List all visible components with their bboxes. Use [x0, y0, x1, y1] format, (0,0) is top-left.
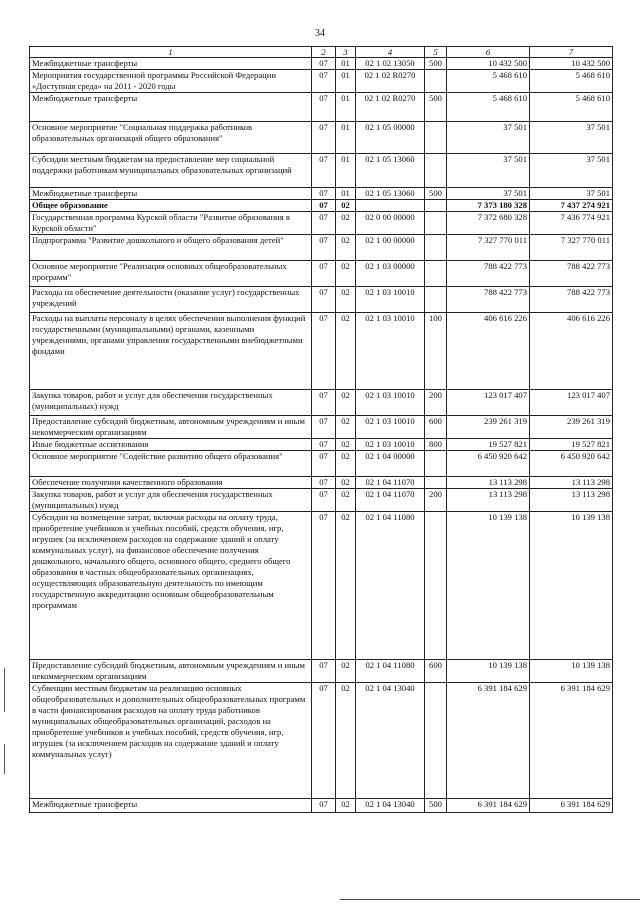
row-subsection: 01 [336, 154, 356, 188]
row-section: 07 [312, 212, 336, 235]
row-expense-type: 500 [425, 188, 447, 200]
row-amount-year1: 10 139 138 [447, 512, 530, 660]
row-amount-year1: 13 113 298 [447, 477, 530, 489]
row-subsection: 02 [336, 660, 356, 683]
row-expense-type: 100 [425, 313, 447, 390]
row-section: 07 [312, 200, 336, 212]
table-row [30, 154, 613, 188]
column-header: 5 [425, 47, 447, 58]
row-amount-year2: 13 113 298 [530, 477, 613, 489]
row-name: Предоставление субсидий бюджетным, автономным учреждениям и иным некоммерческим организациям [30, 660, 312, 683]
row-amount-year2: 6 391 184 629 [530, 799, 613, 813]
row-target-code: 02 1 02 13050 [356, 58, 425, 70]
table-row [30, 235, 613, 261]
row-expense-type [425, 683, 447, 799]
row-amount-year2: 7 327 770 011 [530, 235, 613, 261]
row-section: 07 [312, 122, 336, 154]
row-section: 07 [312, 58, 336, 70]
table-row [30, 489, 613, 512]
table-row [30, 683, 613, 799]
row-section: 07 [312, 512, 336, 660]
header-row [30, 47, 613, 58]
row-expense-type [425, 212, 447, 235]
row-expense-type: 500 [425, 93, 447, 122]
row-target-code: 02 0 00 00000 [356, 212, 425, 235]
row-name: Субсидии местным бюджетам на предоставление мер социальной поддержки работникам муниципальных образовательных организаций [30, 154, 312, 188]
row-subsection: 02 [336, 477, 356, 489]
row-amount-year1: 7 327 770 011 [447, 235, 530, 261]
row-target-code: 02 1 03 00000 [356, 261, 425, 287]
row-name: Расходы на выплаты персоналу в целях обеспечения выполнения функций государственными (муниципальными) органами, казенными учреждениями, органами управления государственными внебюджетными фондами [30, 313, 312, 390]
row-section: 07 [312, 416, 336, 439]
row-target-code: 02 1 04 00000 [356, 451, 425, 477]
row-amount-year2: 5 468 610 [530, 93, 613, 122]
row-subsection: 02 [336, 313, 356, 390]
row-amount-year2: 788 422 773 [530, 287, 613, 313]
row-subsection: 01 [336, 93, 356, 122]
row-name: Межбюджетные трансферты [30, 799, 312, 813]
row-amount-year1: 10 139 138 [447, 660, 530, 683]
row-expense-type [425, 512, 447, 660]
row-name: Основное мероприятие "Реализация основных общеобразовательных программ" [30, 261, 312, 287]
row-target-code: 02 1 05 13060 [356, 154, 425, 188]
row-amount-year2: 10 432 500 [530, 58, 613, 70]
row-target-code: 02 1 00 00000 [356, 235, 425, 261]
row-expense-type [425, 477, 447, 489]
row-subsection: 02 [336, 451, 356, 477]
row-target-code: 02 1 03 10010 [356, 287, 425, 313]
row-section: 07 [312, 439, 336, 451]
row-name: Расходы на обеспечение деятельности (оказание услуг) государственных учреждений [30, 287, 312, 313]
table-row [30, 512, 613, 660]
row-section: 07 [312, 70, 336, 93]
table-row [30, 188, 613, 200]
row-name: Межбюджетные трансферты [30, 188, 312, 200]
row-name: Предоставление субсидий бюджетным, автономным учреждениям и иным некоммерческим организациям [30, 416, 312, 439]
row-target-code: 02 1 04 13040 [356, 683, 425, 799]
row-amount-year1: 37 501 [447, 188, 530, 200]
row-target-code: 02 1 03 10010 [356, 416, 425, 439]
row-section: 07 [312, 93, 336, 122]
row-expense-type: 500 [425, 799, 447, 813]
row-amount-year1: 6 450 920 642 [447, 451, 530, 477]
row-amount-year1: 5 468 610 [447, 70, 530, 93]
row-amount-year1: 37 501 [447, 154, 530, 188]
row-amount-year1: 13 113 298 [447, 489, 530, 512]
row-section: 07 [312, 489, 336, 512]
row-target-code: 02 1 04 11080 [356, 660, 425, 683]
row-name: Подпрограмма "Развитие дошкольного и общего образования детей" [30, 235, 312, 261]
row-expense-type [425, 261, 447, 287]
row-subsection: 02 [336, 287, 356, 313]
row-name: Основное мероприятие "Социальная поддержка работников образовательных организаций общего образования" [30, 122, 312, 154]
table-row [30, 660, 613, 683]
budget-table [29, 46, 613, 813]
row-name: Мероприятия государственной программы Российской Федерации «Доступная среда» на 2011 - 2020 годы [30, 70, 312, 93]
row-expense-type [425, 451, 447, 477]
table-row [30, 451, 613, 477]
row-amount-year2: 406 616 226 [530, 313, 613, 390]
row-amount-year2: 37 501 [530, 122, 613, 154]
row-amount-year2: 6 450 920 642 [530, 451, 613, 477]
row-subsection: 02 [336, 416, 356, 439]
row-subsection: 01 [336, 188, 356, 200]
row-amount-year1: 19 527 821 [447, 439, 530, 451]
row-amount-year2: 5 468 610 [530, 70, 613, 93]
row-section: 07 [312, 261, 336, 287]
row-expense-type [425, 154, 447, 188]
row-section: 07 [312, 660, 336, 683]
row-expense-type: 500 [425, 58, 447, 70]
row-subsection: 02 [336, 261, 356, 287]
row-subsection: 01 [336, 70, 356, 93]
row-target-code: 02 1 03 10010 [356, 313, 425, 390]
row-target-code: 02 1 02 R0270 [356, 70, 425, 93]
row-subsection: 02 [336, 212, 356, 235]
row-subsection: 02 [336, 200, 356, 212]
table-row [30, 799, 613, 813]
page-number: 34 [315, 28, 325, 39]
table-row [30, 416, 613, 439]
row-amount-year2: 19 527 821 [530, 439, 613, 451]
row-subsection: 02 [336, 235, 356, 261]
row-target-code: 02 1 04 11070 [356, 489, 425, 512]
row-amount-year2: 13 113 298 [530, 489, 613, 512]
column-header: 2 [312, 47, 336, 58]
table-row [30, 261, 613, 287]
row-amount-year1: 5 468 610 [447, 93, 530, 122]
row-amount-year1: 788 422 773 [447, 287, 530, 313]
row-subsection: 02 [336, 683, 356, 799]
row-target-code: 02 1 04 11080 [356, 512, 425, 660]
row-section: 07 [312, 451, 336, 477]
column-header: 1 [30, 47, 312, 58]
margin-mark [4, 668, 5, 712]
row-expense-type [425, 287, 447, 313]
row-expense-type: 800 [425, 439, 447, 451]
table-row [30, 287, 613, 313]
column-header: 7 [530, 47, 613, 58]
row-section: 07 [312, 477, 336, 489]
row-amount-year2: 123 017 407 [530, 390, 613, 416]
row-section: 07 [312, 313, 336, 390]
row-subsection: 02 [336, 489, 356, 512]
row-target-code: 02 1 04 13040 [356, 799, 425, 813]
row-amount-year1: 123 017 407 [447, 390, 530, 416]
row-subsection: 01 [336, 122, 356, 154]
row-name: Общее образование [30, 200, 312, 212]
bottom-rule [340, 899, 640, 900]
row-expense-type [425, 235, 447, 261]
table-row [30, 477, 613, 489]
row-target-code: 02 1 05 00000 [356, 122, 425, 154]
row-subsection: 01 [336, 58, 356, 70]
table-row [30, 200, 613, 212]
row-name: Субвенции местным бюджетам на реализацию основных общеобразовательных и дополнительных общеобразовательных программ в части финансирования расходов на оплату труда работников муниципальных общеобразовательных организаций, расходов на приобретение учебников и учебных пособий, средств обучения, игр, игрушек (за исключением расходов на содержание зданий и оплату коммунальных услуг) [30, 683, 312, 799]
row-expense-type: 600 [425, 660, 447, 683]
row-name: Субсидии на возмещение затрат, включая расходы на оплату труда, приобретение учебников и учебных пособий, средств обучения, игр, игрушек (за исключением расходов на содержание зданий и оплату коммунальных услуг), на финансовое обеспечение получения дошкольного, начального общего, основного общего, среднего общего образования в частных общеобразовательных организациях, осуществляющих образовательную деятельность по имеющим государственную аккредитацию основным общеобразовательным программам [30, 512, 312, 660]
table-row [30, 313, 613, 390]
row-section: 07 [312, 287, 336, 313]
row-name: Обеспечение получения качественного образования [30, 477, 312, 489]
row-amount-year1: 7 373 180 328 [447, 200, 530, 212]
row-expense-type [425, 200, 447, 212]
row-section: 07 [312, 799, 336, 813]
table-row [30, 390, 613, 416]
row-section: 07 [312, 154, 336, 188]
table-row [30, 58, 613, 70]
table-row [30, 70, 613, 93]
row-amount-year2: 37 501 [530, 188, 613, 200]
row-target-code [356, 200, 425, 212]
row-section: 07 [312, 390, 336, 416]
row-section: 07 [312, 683, 336, 799]
row-amount-year1: 406 616 226 [447, 313, 530, 390]
row-amount-year2: 10 139 138 [530, 660, 613, 683]
row-expense-type: 200 [425, 489, 447, 512]
row-section: 07 [312, 188, 336, 200]
row-subsection: 02 [336, 439, 356, 451]
row-section: 07 [312, 235, 336, 261]
row-name: Межбюджетные трансферты [30, 58, 312, 70]
row-name: Закупка товаров, работ и услуг для обеспечения государственных (муниципальных) нужд [30, 390, 312, 416]
row-target-code: 02 1 04 11070 [356, 477, 425, 489]
table-row [30, 439, 613, 451]
row-target-code: 02 1 03 10010 [356, 390, 425, 416]
row-target-code: 02 1 05 13060 [356, 188, 425, 200]
table-row [30, 212, 613, 235]
row-amount-year2: 788 422 773 [530, 261, 613, 287]
row-subsection: 02 [336, 512, 356, 660]
row-expense-type: 600 [425, 416, 447, 439]
table-row [30, 122, 613, 154]
row-amount-year1: 6 391 184 629 [447, 683, 530, 799]
row-expense-type [425, 122, 447, 154]
column-header: 3 [336, 47, 356, 58]
row-amount-year2: 7 437 274 921 [530, 200, 613, 212]
row-name: Межбюджетные трансферты [30, 93, 312, 122]
row-expense-type: 200 [425, 390, 447, 416]
table-row [30, 93, 613, 122]
row-amount-year2: 10 139 138 [530, 512, 613, 660]
column-header: 4 [356, 47, 425, 58]
row-name: Государственная программа Курской области "Развитие образования в Курской области" [30, 212, 312, 235]
row-amount-year1: 788 422 773 [447, 261, 530, 287]
row-amount-year2: 37 501 [530, 154, 613, 188]
row-name: Основное мероприятие "Содействие развитию общего образования" [30, 451, 312, 477]
row-target-code: 02 1 02 R0270 [356, 93, 425, 122]
row-amount-year1: 37 501 [447, 122, 530, 154]
row-amount-year1: 10 432 500 [447, 58, 530, 70]
row-amount-year2: 239 261 319 [530, 416, 613, 439]
row-name: Иные бюджетные ассигнования [30, 439, 312, 451]
row-amount-year1: 7 372 680 328 [447, 212, 530, 235]
row-amount-year1: 6 391 184 629 [447, 799, 530, 813]
row-amount-year1: 239 261 319 [447, 416, 530, 439]
row-subsection: 02 [336, 390, 356, 416]
row-amount-year2: 7 436 774 921 [530, 212, 613, 235]
row-target-code: 02 1 03 10010 [356, 439, 425, 451]
row-subsection: 02 [336, 799, 356, 813]
margin-mark [4, 744, 5, 774]
row-name: Закупка товаров, работ и услуг для обеспечения государственных (муниципальных) нужд [30, 489, 312, 512]
row-amount-year2: 6 391 184 629 [530, 683, 613, 799]
column-header: 6 [447, 47, 530, 58]
row-expense-type [425, 70, 447, 93]
